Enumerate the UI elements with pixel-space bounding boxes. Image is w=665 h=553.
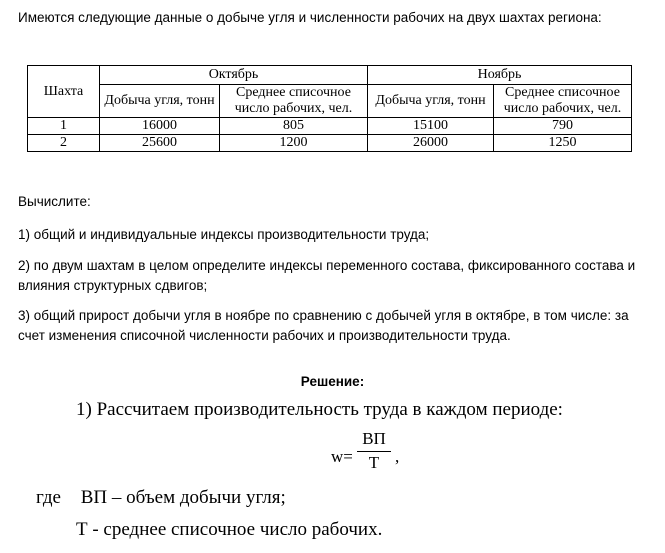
nov-workers-header: Среднее списочное число рабочих, чел. — [494, 85, 632, 118]
table-header-row — [28, 66, 632, 85]
data-table — [27, 65, 632, 152]
cell-oct-output: 25600 — [100, 135, 220, 152]
cell-nov-output: 15100 — [368, 118, 494, 135]
task-item-2: 2) по двум шахтам в целом определите индексы переменного состава, фиксированного состава и влияния структурных сдвигов; — [18, 258, 636, 293]
formula-numerator: ВП — [362, 429, 386, 448]
cell-oct-output: 16000 — [100, 118, 220, 135]
intro-text: Имеются следующие данные о добыче угля и численности рабочих на двух шахтах региона: — [18, 10, 602, 25]
cell-mine: 1 — [28, 118, 100, 135]
where-label: где — [36, 487, 61, 508]
nov-output-header: Добыча угля, тонн — [368, 85, 494, 118]
calculate-label: Вычислите: — [18, 194, 91, 209]
table-row — [28, 135, 632, 152]
cell-oct-workers: 805 — [220, 118, 368, 135]
cell-nov-workers: 1250 — [494, 135, 632, 152]
cell-nov-output: 26000 — [368, 135, 494, 152]
period-october-header: Октябрь — [100, 66, 368, 85]
formula-fraction — [357, 428, 391, 474]
definition-t: Т - среднее списочное число рабочих. — [76, 519, 383, 540]
task-item-3: 3) общий прирост добычи угля в ноябре по сравнению с добычей угля в октябре, в том числе: за счет изменения списочной численности рабочих и производительности труда. — [18, 308, 629, 343]
mine-header: Шахта — [28, 66, 100, 118]
table-row — [28, 118, 632, 135]
cell-nov-workers: 790 — [494, 118, 632, 135]
solution-title: Решение: — [300, 374, 365, 389]
task-item-1: 1) общий и индивидуальные индексы производительности труда; — [18, 227, 430, 242]
formula-comma: , — [395, 447, 400, 466]
solution-step-1: 1) Рассчитаем производительность труда в каждом периоде: — [76, 399, 563, 420]
where-definition-vp — [36, 486, 286, 510]
cell-mine: 2 — [28, 135, 100, 152]
formula-lhs: w= — [331, 447, 353, 466]
definition-vp: ВП – объем добычи угля; — [80, 487, 286, 508]
cell-oct-workers: 1200 — [220, 135, 368, 152]
oct-output-header: Добыча угля, тонн — [100, 85, 220, 118]
table-subheader-row — [28, 85, 632, 118]
formula-denominator: Т — [368, 453, 380, 472]
oct-workers-header: Среднее списочное число рабочих, чел. — [220, 85, 368, 118]
period-november-header: Ноябрь — [368, 66, 632, 85]
